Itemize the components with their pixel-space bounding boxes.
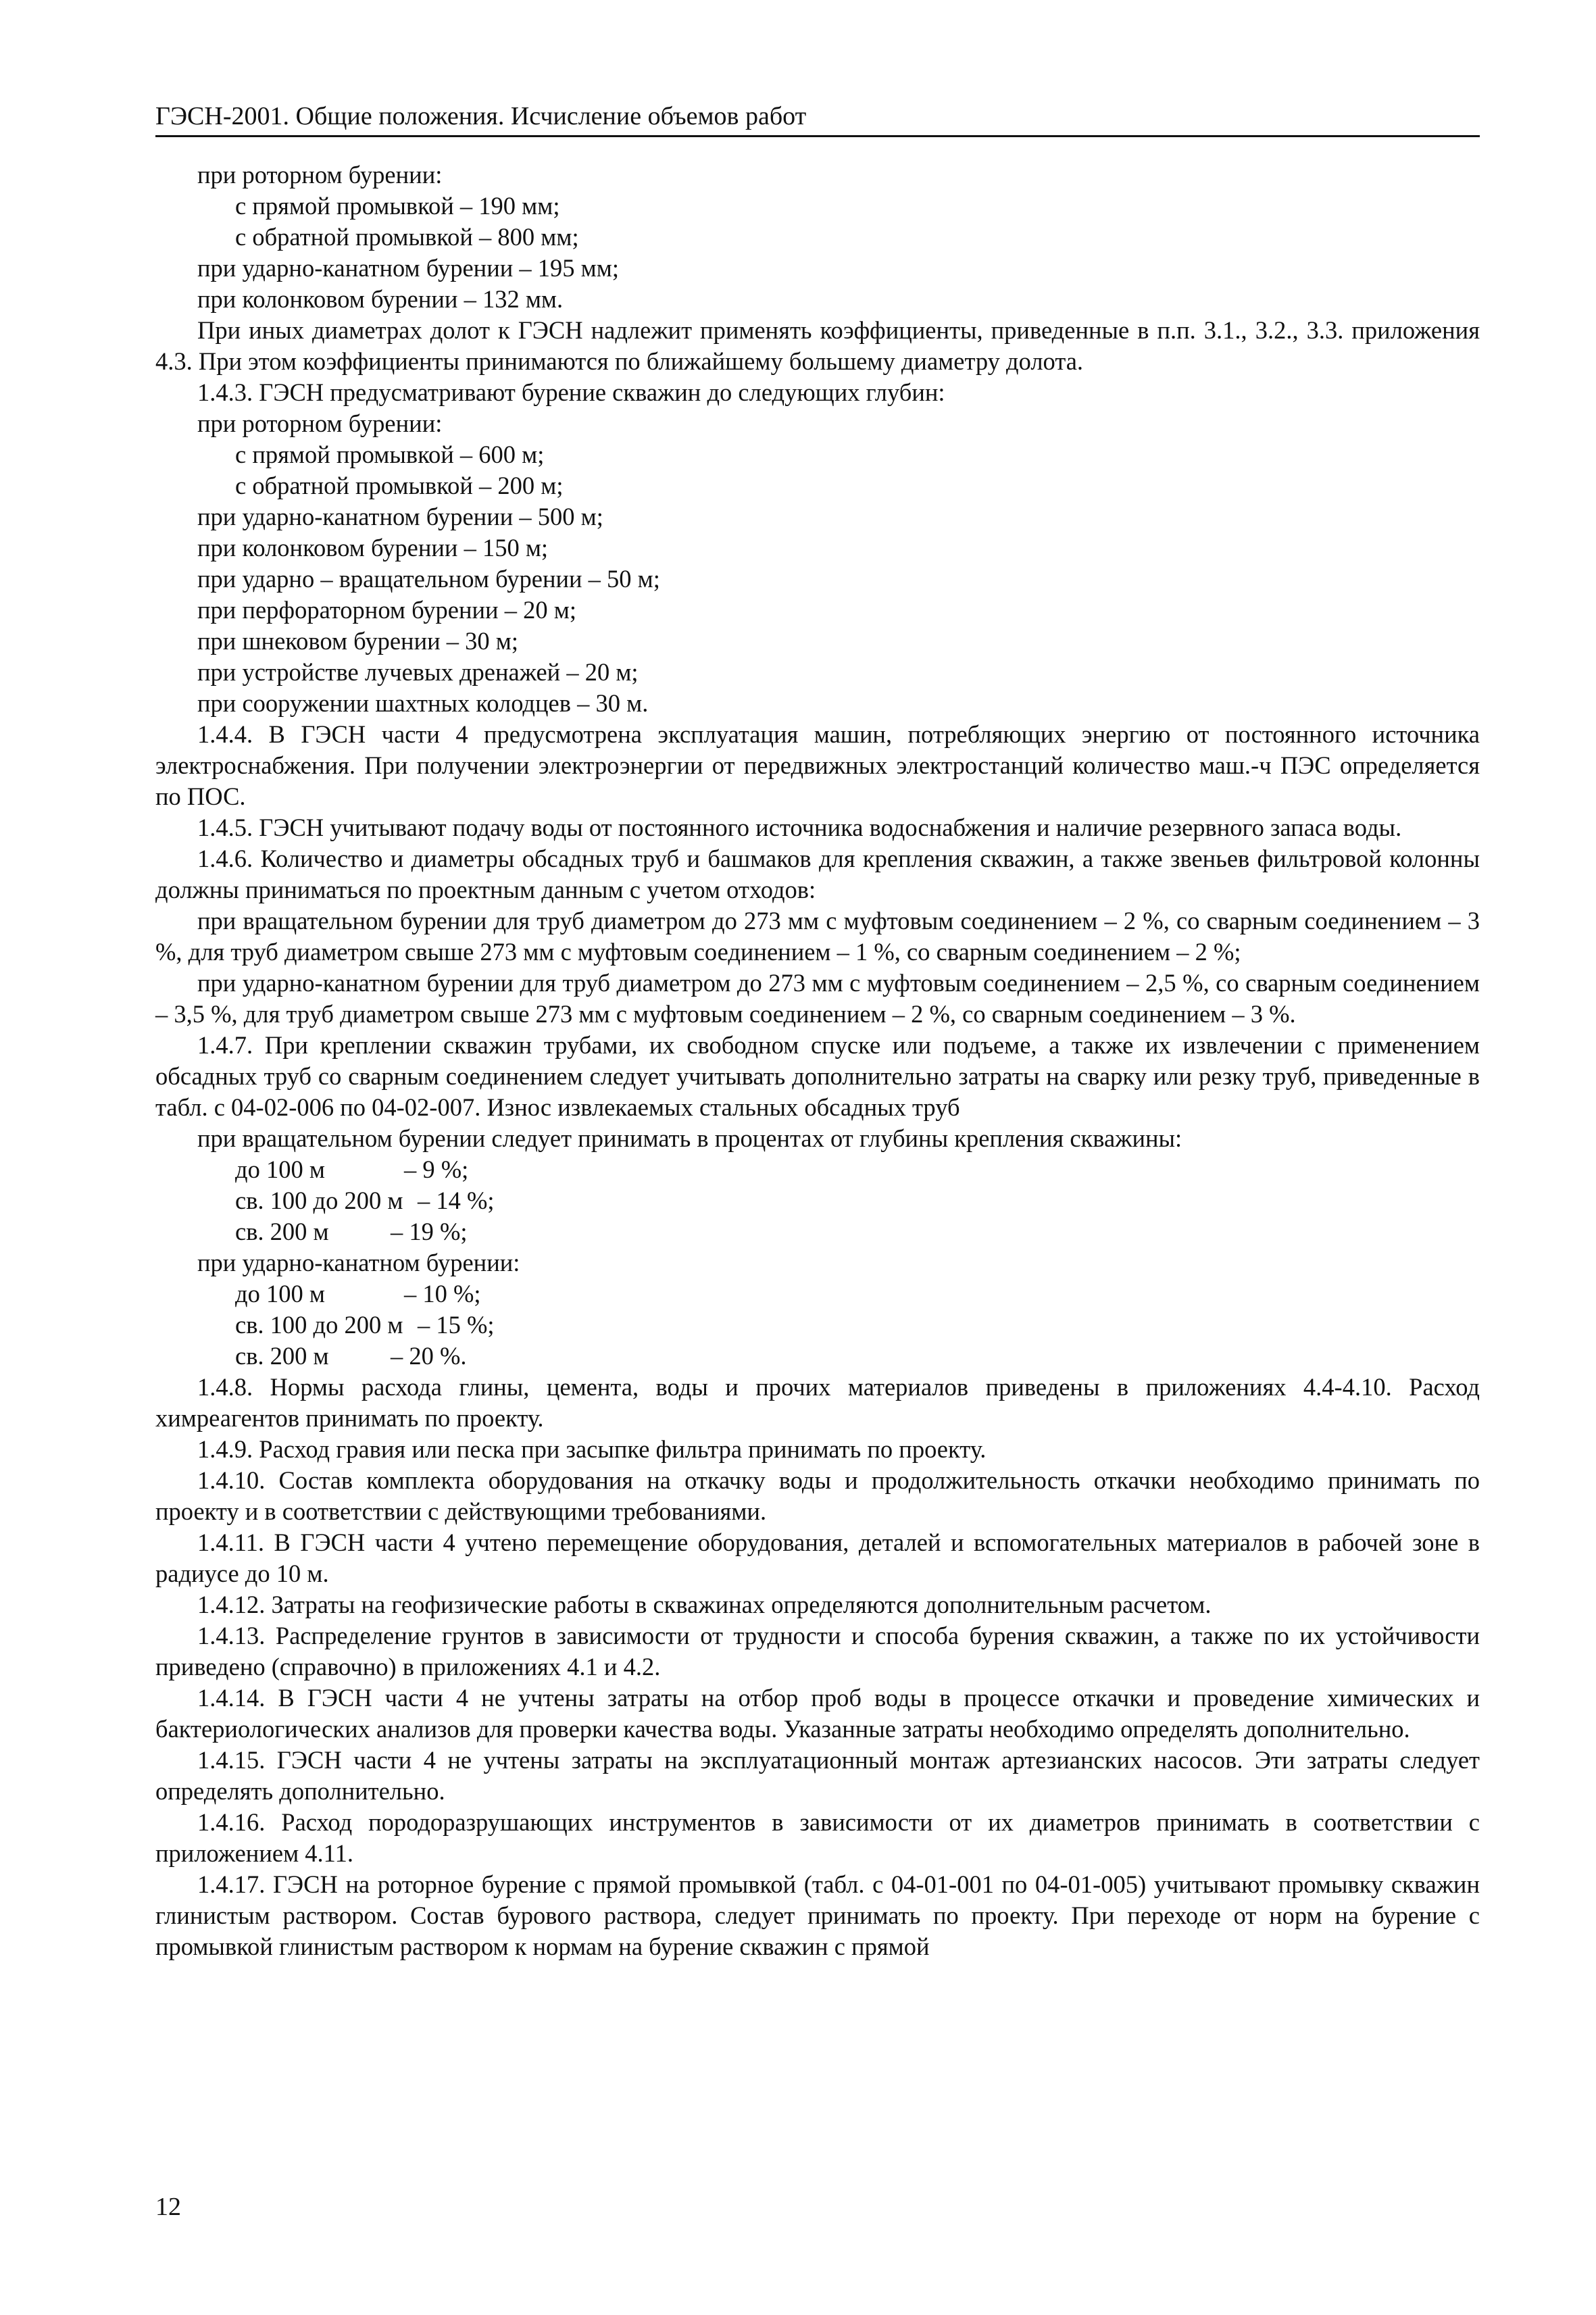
text-line: при ударно – вращательном бурении – 50 м; — [197, 565, 660, 593]
wear-table-rotary — [155, 1154, 1480, 1247]
wear-range: до 100 м — [235, 1155, 325, 1183]
paragraphs-bottom — [155, 1372, 1480, 1962]
paragraphs-top — [155, 159, 1480, 1154]
text-line: 1.4.14. В ГЭСН части 4 не учтены затраты на отбор проб воды в процессе откачки и проведение химических и бактериологических анализов для проверки качества воды. Указанные затраты необходимо определять дополнительно. — [155, 1684, 1480, 1743]
wear-range: св. 100 до 200 м — [235, 1187, 403, 1214]
wear-row — [155, 1216, 1480, 1247]
wear-value: – 10 %; — [404, 1280, 481, 1308]
text-line: 1.4.16. Расход породоразрушающих инструментов в зависимости от их диаметров принимать в соответствии с приложением 4.11. — [155, 1808, 1480, 1867]
wear-value: – 9 %; — [404, 1155, 469, 1183]
wear-value: – 20 %. — [391, 1342, 467, 1370]
text-line: при ударно-канатном бурении – 500 м; — [197, 503, 603, 530]
wear-value: – 14 %; — [418, 1187, 495, 1214]
wear-row — [155, 1185, 1480, 1216]
text-line: с прямой промывкой – 600 м; — [235, 441, 545, 468]
wear-row — [155, 1310, 1480, 1341]
text-line: при вращательном бурении следует принимать в процентах от глубины крепления скважины: — [197, 1124, 1182, 1152]
text-line: 1.4.7. При креплении скважин трубами, их свободном спуске или подъеме, а также их извлечении с применением обсадных труб со сварным соединением следует учитывать дополнительно затраты на сварку или резку труб, приведенные в табл. с 04-02-006 по 04-02-007. Износ извлекаемых стальных обсадных труб — [155, 1031, 1480, 1121]
text-line: с обратной промывкой – 800 мм; — [235, 223, 579, 251]
text-line: 1.4.4. В ГЭСН части 4 предусмотрена эксплуатация машин, потребляющих энергию от постоянного источника электроснабжения. При получении электроэнергии от передвижных электростанций количество маш.-ч ПЭС определяется по ПОС. — [155, 720, 1480, 810]
body-text — [155, 159, 1480, 1962]
text-line: 1.4.13. Распределение грунтов в зависимости от трудности и способа бурения скважин, а также по их устойчивости приведено (справочно) в приложениях 4.1 и 4.2. — [155, 1622, 1480, 1681]
wear-cable-label: при ударно-канатном бурении: — [197, 1249, 520, 1276]
wear-row — [155, 1341, 1480, 1372]
text-line: 1.4.12. Затраты на геофизические работы в скважинах определяются дополнительным расчетом. — [197, 1591, 1212, 1618]
text-line: при сооружении шахтных колодцев – 30 м. — [197, 689, 649, 717]
text-line: 1.4.5. ГЭСН учитывают подачу воды от постоянного источника водоснабжения и наличие резервного запаса воды. — [197, 814, 1402, 841]
text-line: 1.4.8. Нормы расхода глины, цемента, воды и прочих материалов приведены в приложениях 4.4-4.10. Расход химреагентов принимать по проекту. — [155, 1373, 1480, 1432]
wear-row — [155, 1154, 1480, 1185]
text-line: 1.4.10. Состав комплекта оборудования на откачку воды и продолжительность откачки необходимо принимать по проекту и в соответствии с действующими требованиями. — [155, 1466, 1480, 1525]
wear-table-cable — [155, 1278, 1480, 1372]
text-line: при шнековом бурении – 30 м; — [197, 627, 519, 655]
wear-value: – 15 %; — [418, 1311, 495, 1339]
text-line: при роторном бурении: — [197, 161, 443, 189]
wear-row — [155, 1278, 1480, 1310]
text-line: с обратной промывкой – 200 м; — [235, 472, 564, 499]
text-line: при устройстве лучевых дренажей – 20 м; — [197, 658, 639, 686]
text-line: При иных диаметрах долот к ГЭСН надлежит применять коэффициенты, приведенные в п.п. 3.1., 3.2., 3.3. приложения 4.3. При этом коэффициенты принимаются по ближайшему большему диаметру долота. — [155, 316, 1480, 375]
page-number: 12 — [155, 2193, 181, 2221]
text-line: 1.4.9. Расход гравия или песка при засыпке фильтра принимать по проекту. — [197, 1435, 987, 1463]
text-line: при ударно-канатном бурении для труб диаметром до 273 мм с муфтовым соединением – 2,5 %, со сварным соединением – 3,5 %, для труб диаметром свыше 273 мм с муфтовым соединением – 2 %, со сварным соединением – 3 %. — [155, 969, 1480, 1028]
wear-range: св. 200 м — [235, 1342, 329, 1370]
text-line: 1.4.17. ГЭСН на роторное бурение с прямой промывкой (табл. с 04-01-001 по 04-01-005) учитывают промывку скважин глинистым раствором. Состав бурового раствора, следует принимать по проекту. При переходе от норм на бурение с промывкой глинистым раствором к нормам на бурение скважин с прямой — [155, 1870, 1480, 1960]
wear-value: – 19 %; — [391, 1218, 468, 1245]
wear-range: св. 100 до 200 м — [235, 1311, 403, 1339]
text-line: при перфораторном бурении – 20 м; — [197, 596, 576, 624]
text-line: с прямой промывкой – 190 мм; — [235, 192, 560, 220]
wear-range: до 100 м — [235, 1280, 325, 1308]
text-line: при ударно-канатном бурении – 195 мм; — [197, 254, 619, 282]
text-line: 1.4.6. Количество и диаметры обсадных труб и башмаков для крепления скважин, а также звеньев фильтровой колонны должны приниматься по проектным данным с учетом отходов: — [155, 845, 1480, 903]
running-header: ГЭСН-2001. Общие положения. Исчисление объемов работ — [155, 100, 1480, 137]
text-line: 1.4.15. ГЭСН части 4 не учтены затраты на эксплуатационный монтаж артезианских насосов. Эти затраты следует определять дополнительно. — [155, 1746, 1480, 1805]
text-line: при вращательном бурении для труб диаметром до 273 мм с муфтовым соединением – 2 %, со сварным соединением – 3 %, для труб диаметром свыше 273 мм с муфтовым соединением – 1 %, со сварным соединением – 2 %; — [155, 907, 1480, 966]
text-line: при колонковом бурении – 150 м; — [197, 534, 549, 562]
text-line: 1.4.11. В ГЭСН части 4 учтено перемещение оборудования, деталей и вспомогательных материалов в рабочей зоне в радиусе до 10 м. — [155, 1528, 1480, 1587]
text-line: при колонковом бурении – 132 мм. — [197, 285, 564, 313]
text-line: при роторном бурении: — [197, 409, 443, 437]
text-line: 1.4.3. ГЭСН предусматривают бурение скважин до следующих глубин: — [197, 378, 945, 406]
wear-range: св. 200 м — [235, 1218, 329, 1245]
